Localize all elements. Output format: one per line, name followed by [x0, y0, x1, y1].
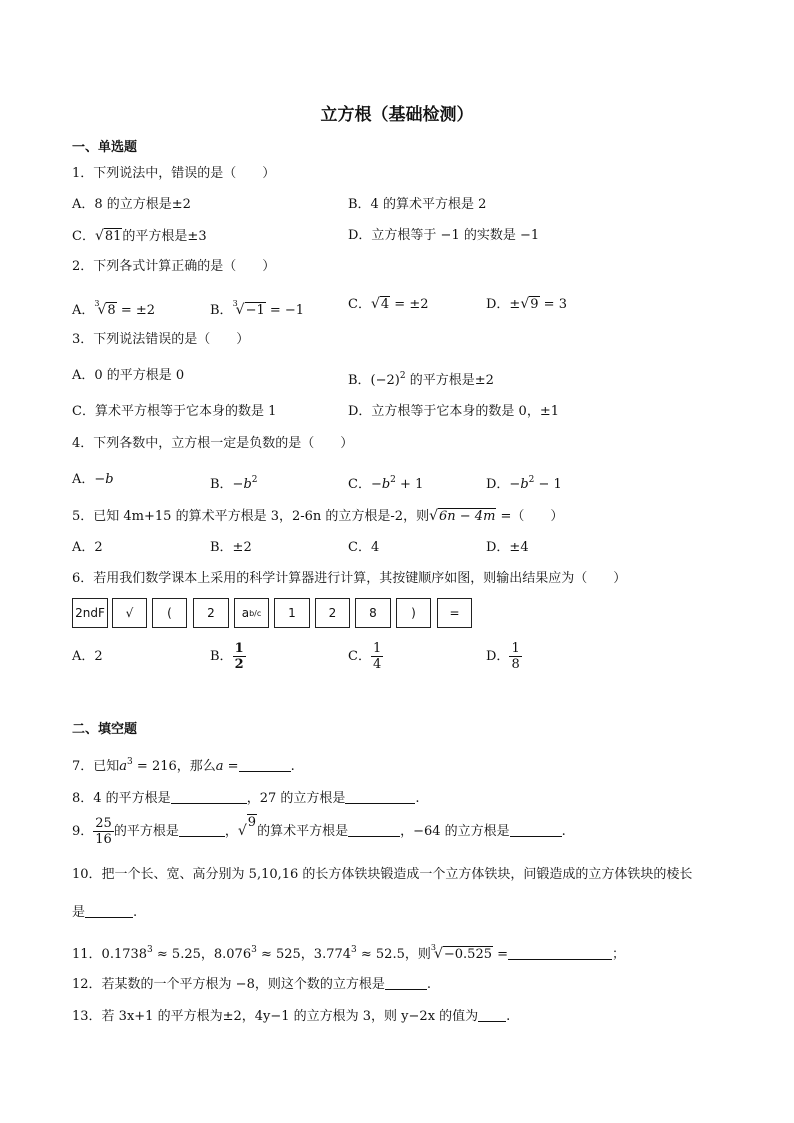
q1-option-c: C． √ 81 的平方根是±3 [72, 228, 207, 244]
q3-option-d: D．立方根等于它本身的数是 0，±1 [348, 404, 559, 419]
question-5-stem: 5．已知 4m+15 的算术平方根是 3，2-6n 的立方根是-2，则 √ 6n − 4m =（ ） [72, 508, 564, 524]
q4-option-c: C．$-b^2 + 1$ [348, 475, 424, 492]
question-11: 11．$0.1738^3 \approx 5.25$，$8.076^3 \approx 525$，$3.774^3 \approx 52.5$，则$^3$ √ −0.525 = ； [72, 943, 626, 962]
answer-blank[interactable] [171, 790, 247, 804]
q2-option-d: D．± √ 9 = 3 [486, 296, 567, 312]
calc-key-1: 1 [274, 598, 310, 628]
calc-key-fraction: a b/c [234, 598, 269, 628]
question-3-stem: 3．下列说法错误的是（ ） [72, 332, 250, 347]
answer-blank[interactable] [348, 823, 400, 837]
question-12: 12．若某数的一个平方根为 −8，则这个数的立方根是 . [72, 977, 431, 992]
answer-blank[interactable] [345, 790, 415, 804]
q4-option-b: B．$-b^2$ [210, 475, 258, 492]
calc-key-close-paren: ) [396, 598, 431, 628]
q5-option-d: D．±4 [486, 540, 529, 555]
q6-option-a: A．2 [72, 649, 103, 664]
section-heading-fill-blank: 二、填空题 [72, 722, 138, 737]
calc-key-2: 2 [193, 598, 229, 628]
question-13: 13．若 3x+1 的平方根为±2，4y−1 的立方根为 3，则 y−2x 的值为 . [72, 1009, 511, 1024]
question-9: 9． $\frac{25}{16}$ 的平方根是 ， √ 9 的算术平方根是 ，−64 的立方根是 . [72, 815, 566, 847]
question-4-stem: 4．下列各数中，立方根一定是负数的是（ ） [72, 436, 354, 451]
q4-option-d: D．$-b^2 - 1$ [486, 475, 562, 492]
answer-blank[interactable] [239, 758, 291, 772]
calc-key-sqrt: √ [112, 598, 147, 628]
question-6-stem: 6．若用我们数学课本上采用的科学计算器进行计算，其按键顺序如图，则输出结果应为（ ） [72, 571, 627, 586]
section-heading-single-choice: 一、单选题 [72, 140, 138, 155]
q6-option-c: C． $\frac{1}{4}$ [348, 641, 382, 672]
calc-key-8: 8 [355, 598, 391, 628]
q3-option-c: C．算术平方根等于它本身的数是 1 [72, 404, 277, 419]
question-10-line1: 10．把一个长、宽、高分别为 5,10,16 的长方体铁块锻造成一个立方体铁块，问锻造成的立方体铁块的棱长 [72, 867, 693, 882]
answer-blank[interactable] [510, 823, 562, 837]
q6-option-b: B． $\frac{1}{2}$ [210, 641, 244, 672]
page-title: 立方根（基础检测） [320, 105, 474, 125]
calc-key-2ndf: 2ndF [72, 598, 108, 628]
radical: √ 81 [94, 228, 122, 244]
calc-key-open-paren: ( [152, 598, 187, 628]
calc-key-2b: 2 [315, 598, 350, 628]
answer-blank[interactable] [508, 946, 612, 960]
q2-option-b: B．$^3$ √ −1 = −1 [210, 299, 305, 318]
q3-option-a: A．0 的平方根是 0 [72, 368, 185, 383]
q1-option-a: A．8 的立方根是±2 [72, 197, 191, 212]
question-10-line2: 是 . [72, 905, 138, 920]
answer-blank[interactable] [179, 823, 225, 837]
answer-blank[interactable] [385, 976, 427, 990]
q4-option-a: A．−b [72, 472, 114, 487]
q2-option-a: A．$^3$ √ 8 = ±2 [72, 299, 156, 318]
question-8: 8．4 的平方根是 ，27 的立方根是 . [72, 791, 420, 806]
calc-key-equals: = [437, 598, 472, 628]
q1-option-b: B．4 的算术平方根是 2 [348, 197, 487, 212]
answer-blank[interactable] [85, 904, 133, 918]
q5-option-c: C．4 [348, 540, 380, 555]
question-1-stem: 1．下列说法中，错误的是（ ） [72, 166, 276, 181]
q5-option-a: A．2 [72, 540, 103, 555]
q3-option-b: B．$(-2)^2$ 的平方根是±2 [348, 371, 494, 388]
q2-option-c: C． √ 4 = ±2 [348, 296, 429, 312]
answer-blank[interactable] [478, 1008, 506, 1022]
question-2-stem: 2．下列各式计算正确的是（ ） [72, 259, 276, 274]
q5-option-b: B．±2 [210, 540, 252, 555]
q6-option-d: D． $\frac{1}{8}$ [486, 641, 520, 672]
question-7: 7．已知$a^3 = 216$，那么a = . [72, 757, 295, 774]
q1-option-d: D．立方根等于 −1 的实数是 −1 [348, 228, 540, 243]
